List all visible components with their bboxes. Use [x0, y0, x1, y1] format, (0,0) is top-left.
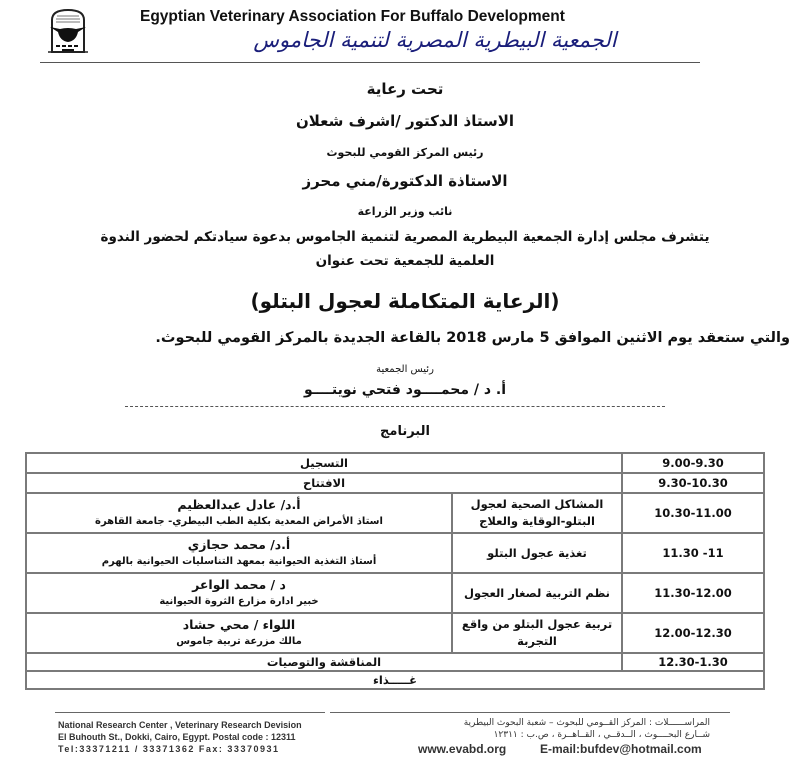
time-slot: 12.30-1.30 [622, 653, 764, 671]
footer-divider-right [330, 712, 730, 713]
invitation-line2: العلمية للجمعية تحت عنوان [315, 253, 495, 269]
speaker-role: خبير ادارة مزارع الثروة الحيوانية [159, 596, 319, 607]
program-item: التسجيل [26, 453, 622, 473]
footer-en-line3: Tel:33371211 / 33371362 Fax: 33370931 [58, 744, 280, 754]
footer-en-line1: National Research Center , Veterinary Research Devision [58, 720, 302, 730]
topic-cell: المشاكل الصحية لعجول البتلو-الوقاية والعلاج [452, 493, 622, 533]
patron2-title: نائب وزير الزراعة [357, 205, 453, 218]
dashed-divider [125, 406, 665, 407]
speaker-name: اللواء / محي حشاد [182, 617, 296, 632]
time-slot: 9.30-10.30 [622, 473, 764, 493]
patron1-title: رئيس المركز القومي للبحوث [326, 146, 484, 159]
footer-address-ar [420, 717, 710, 741]
speaker-name: د / محمد الواعر [192, 577, 286, 592]
speaker-cell [26, 613, 452, 653]
org-name-arabic: الجمعية البيطرية المصرية لتنمية الجاموس [253, 28, 617, 52]
speaker-name: أ.د/ عادل عبدالعظيم [177, 497, 301, 512]
patron1-name: الاستاذ الدكتور /اشرف شعلان [295, 112, 515, 130]
table-row [26, 573, 764, 613]
speaker-role: مالك مزرعة تربية جاموس [176, 636, 302, 647]
topic-cell: تغذية عجول البتلو [452, 533, 622, 573]
patron2-name: الاستاذة الدكتورة/مني محرز [302, 172, 508, 190]
table-row [26, 493, 764, 533]
speaker-role: أستاذ التغذية الحيوانية بمعهد التناسليات الحيوانية بالهرم [101, 556, 377, 567]
footer-divider-left [55, 712, 325, 713]
table-row [26, 613, 764, 653]
table-row [26, 533, 764, 573]
table-row [26, 653, 764, 671]
email-link[interactable]: E-mail:bufdev@hotmail.com [540, 742, 702, 756]
program-item: الافتتاح [26, 473, 622, 493]
program-item: المناقشة والتوصيات [26, 653, 622, 671]
footer-en-line2: El Buhouth St., Dokki, Cairo, Egypt. Postal code : 12311 [58, 732, 296, 742]
table-row [26, 473, 764, 493]
president-label: رئيس الجمعية [376, 364, 434, 375]
table-row [26, 453, 764, 473]
seminar-title: (الرعاية المتكاملة لعجول البتلو) [250, 289, 560, 313]
speaker-cell [26, 493, 452, 533]
program-title: البرنامج [380, 424, 430, 439]
speaker-role: استاذ الأمراض المعدية بكلية الطب البيطري- جامعة القاهرة [95, 516, 383, 527]
buffalo-emblem-icon [48, 8, 88, 54]
time-slot: 12.00-12.30 [622, 613, 764, 653]
header-divider [40, 62, 700, 63]
table-row [26, 671, 764, 689]
time-slot: 9.00-9.30 [622, 453, 764, 473]
footer-ar-line1: المراســــــلات : المركز القــومي للبحوث – شعبة البحوث البيطرية [463, 718, 710, 728]
program-item: غـــــذاء [26, 671, 764, 689]
website-link[interactable]: www.evabd.org [418, 742, 507, 756]
date-venue: والتي ستعقد يوم الاثنين الموافق 5 مارس 2018 بالقاعة الجديدة بالمركز القومي للبحوث. [155, 330, 790, 346]
speaker-name: أ.د/ محمد حجازي [187, 537, 291, 552]
president-name: أ. د / محمــــود فتحي نويتــــو [303, 382, 507, 398]
under-patronage-heading: تحت رعاية [366, 80, 444, 98]
time-slot: 11- 11.30 [622, 533, 764, 573]
invitation-line1: يتشرف مجلس إدارة الجمعية البيطرية المصرية لتنمية الجاموس بدعوة سيادتكم لحضور الندوة [100, 229, 710, 245]
time-slot: 11.30-12.00 [622, 573, 764, 613]
speaker-cell [26, 573, 452, 613]
program-table [25, 452, 765, 690]
topic-cell: نظم التربية لصغار العجول [452, 573, 622, 613]
topic-cell: تربية عجول البتلو من واقع التجربة [452, 613, 622, 653]
org-name-english: Egyptian Veterinary Association For Buffalo Development [140, 8, 565, 25]
speaker-cell [26, 533, 452, 573]
time-slot: 10.30-11.00 [622, 493, 764, 533]
footer-ar-line2: شــارع البحــــوث ، الــدقــي ، القــاهــرة ، ص.ب : ١٢٣١١ [493, 730, 710, 740]
footer-address-en [58, 719, 302, 755]
